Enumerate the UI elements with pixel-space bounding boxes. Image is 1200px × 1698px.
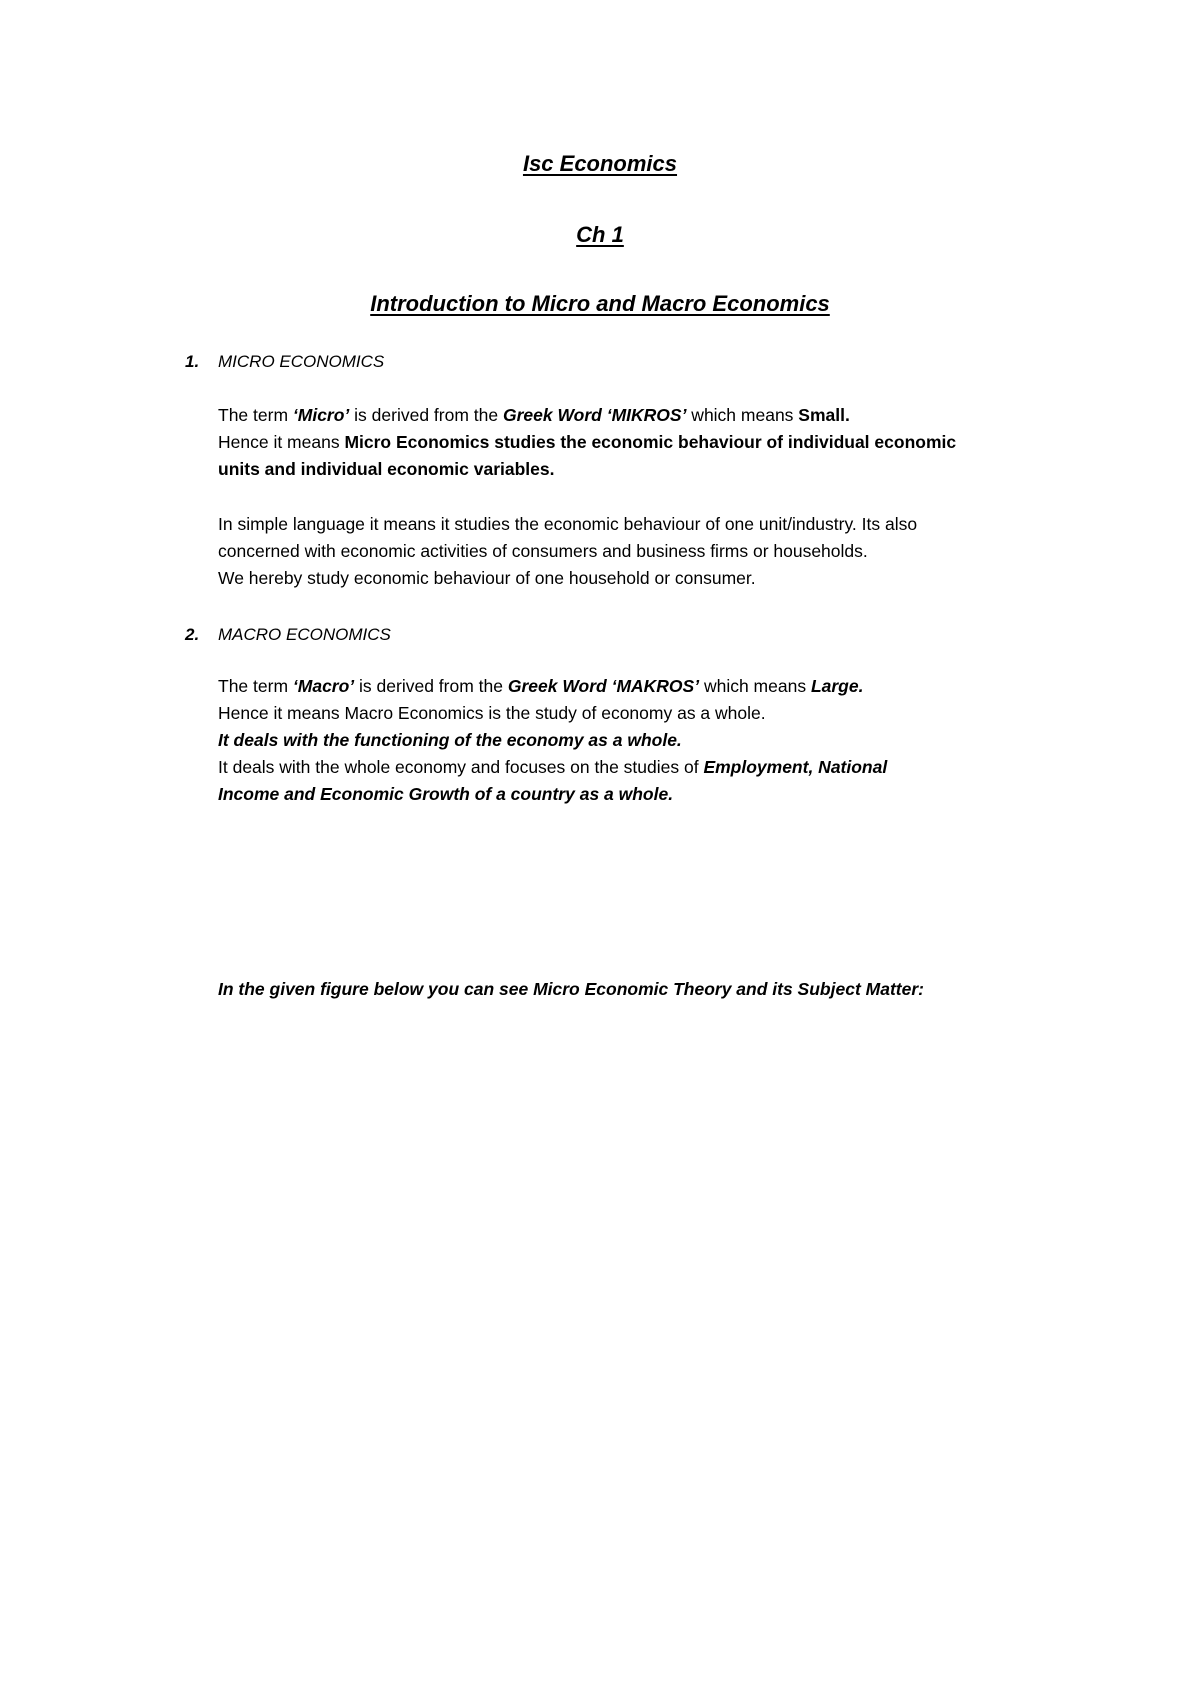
chapter-heading: Ch 1 bbox=[576, 222, 624, 247]
paragraph-line bbox=[218, 754, 1068, 781]
paragraph-line bbox=[218, 429, 1068, 456]
text-run: It deals with the whole economy and focuses on the studies of bbox=[218, 757, 704, 777]
greek-word-makros: Greek Word ‘MAKROS’ bbox=[507, 676, 700, 696]
term-macro: ‘Macro’ bbox=[292, 676, 355, 696]
section-title: MICRO ECONOMICS bbox=[218, 352, 385, 371]
figure-note: In the given figure below you can see Micro Economic Theory and its Subject Matter: bbox=[218, 979, 924, 999]
paragraph-line: concerned with economic activities of consumers and business firms or households. bbox=[218, 541, 868, 561]
focus-topics: Employment, National bbox=[703, 757, 888, 777]
text-run: which means bbox=[699, 676, 811, 696]
text-run: Hence it means bbox=[218, 432, 345, 452]
text-run: The term bbox=[218, 405, 293, 425]
paragraph-line: It deals with the functioning of the economy as a whole. bbox=[218, 730, 682, 750]
micro-explanation-paragraph bbox=[218, 511, 1068, 592]
section-heading-macro bbox=[185, 624, 391, 646]
text-run: The term bbox=[218, 676, 293, 696]
macro-definition-paragraph bbox=[218, 673, 1068, 808]
document-title: Isc Economics bbox=[522, 151, 678, 176]
section-title: MACRO ECONOMICS bbox=[218, 625, 391, 644]
section-number: 2. bbox=[185, 625, 200, 644]
meaning-small: Small. bbox=[798, 405, 850, 425]
term-micro: ‘Micro’ bbox=[292, 405, 350, 425]
paragraph-line: We hereby study economic behaviour of one household or consumer. bbox=[218, 568, 756, 588]
paragraph-line: Hence it means Macro Economics is the study of economy as a whole. bbox=[218, 703, 766, 723]
micro-definition-paragraph bbox=[218, 402, 1068, 483]
section-number: 1. bbox=[185, 352, 200, 371]
greek-word-mikros: Greek Word ‘MIKROS’ bbox=[502, 405, 687, 425]
text-run: is derived from the bbox=[354, 676, 508, 696]
paragraph-line bbox=[218, 673, 1068, 700]
meaning-large: Large. bbox=[810, 676, 864, 696]
paragraph-line: In simple language it means it studies the economic behaviour of one unit/industry. Its also bbox=[218, 514, 918, 534]
text-run: is derived from the bbox=[349, 405, 503, 425]
section-heading-micro bbox=[185, 351, 384, 373]
paragraph-line: Income and Economic Growth of a country as a whole. bbox=[218, 784, 674, 804]
micro-definition-bold: Micro Economics studies the economic behaviour of individual economic bbox=[344, 432, 957, 452]
chapter-title: Introduction to Micro and Macro Economics bbox=[370, 291, 830, 316]
paragraph-line bbox=[218, 402, 1068, 429]
text-run: which means bbox=[686, 405, 799, 425]
paragraph-line: units and individual economic variables. bbox=[218, 459, 555, 479]
